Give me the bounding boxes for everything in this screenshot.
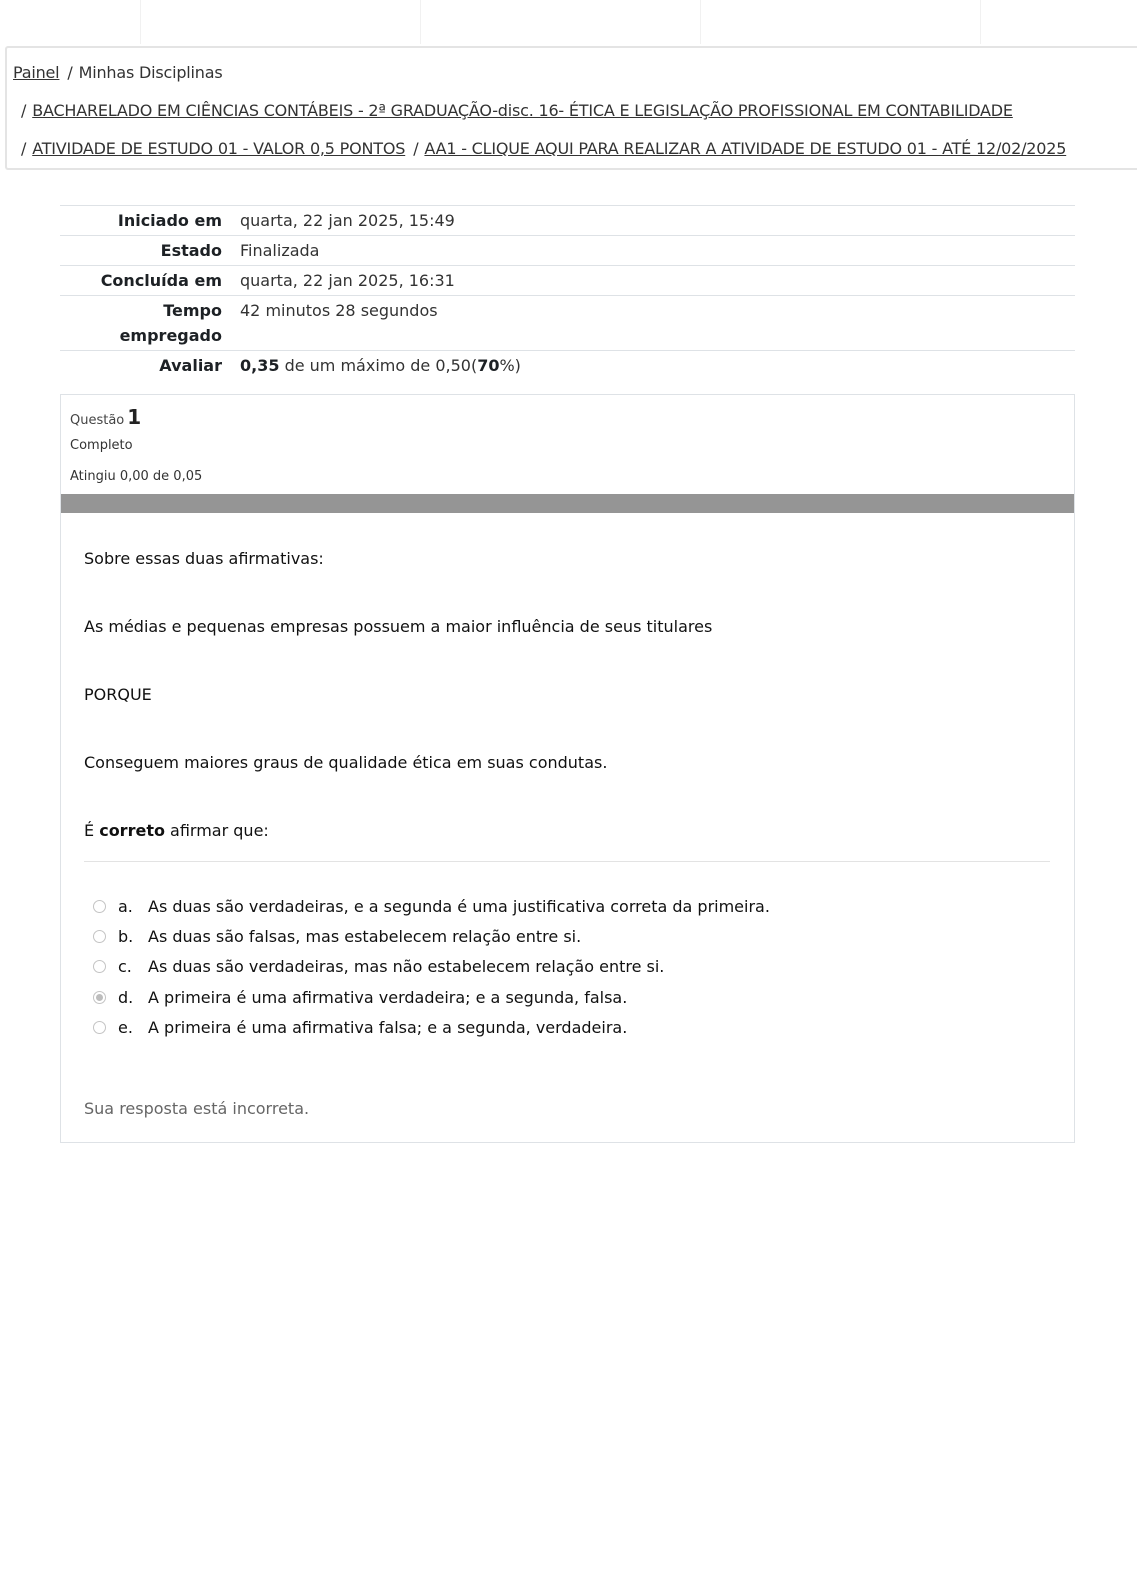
time-label-line-2: empregado xyxy=(119,326,222,345)
time-value: 42 minutos 28 segundos xyxy=(240,301,438,320)
summary-row-time xyxy=(60,295,1075,350)
radio-icon[interactable] xyxy=(93,930,106,943)
option-letter: a. xyxy=(118,897,133,916)
attempt-summary xyxy=(60,205,1075,380)
breadcrumb-separator: / xyxy=(21,139,27,158)
question-text-line: As médias e pequenas empresas possuem a maior influência de seus titulares xyxy=(84,617,713,636)
top-divider xyxy=(140,0,141,44)
grade-percent-end: %) xyxy=(499,356,521,375)
breadcrumb-separator: / xyxy=(21,101,27,120)
prompt-bold: correto xyxy=(99,821,165,840)
option-text: A primeira é uma afirmativa falsa; e a segunda, verdadeira. xyxy=(148,1018,628,1037)
grade-max-text: de um máximo de 0,50( xyxy=(279,356,478,375)
top-divider xyxy=(700,0,701,44)
question-prompt xyxy=(84,821,269,840)
option-letter: d. xyxy=(118,988,134,1007)
prompt-post: afirmar que: xyxy=(164,821,269,840)
answer-option-d[interactable] xyxy=(93,988,627,1007)
option-text: As duas são falsas, mas estabelecem relação entre si. xyxy=(148,927,582,946)
option-letter: c. xyxy=(118,957,132,976)
question-divider xyxy=(84,861,1050,862)
answer-option-a[interactable] xyxy=(93,897,770,916)
prompt-pre: É xyxy=(84,821,100,840)
breadcrumb-activity-link[interactable]: AA1 - CLIQUE AQUI PARA REALIZAR A ATIVIDADE DE ESTUDO 01 - ATÉ 12/02/2025 xyxy=(424,139,1067,158)
breadcrumb-line-2 xyxy=(21,101,1013,120)
option-text: A primeira é uma afirmativa verdadeira; e a segunda, falsa. xyxy=(148,988,628,1007)
top-divider xyxy=(980,0,981,44)
started-value: quarta, 22 jan 2025, 15:49 xyxy=(240,211,455,230)
time-label xyxy=(60,296,240,350)
completed-label: Concluída em xyxy=(100,271,222,290)
summary-row-grade xyxy=(60,350,1075,380)
state-value: Finalizada xyxy=(240,241,320,260)
breadcrumb-line-3 xyxy=(21,139,1066,158)
grade-score: 0,35 xyxy=(240,356,280,375)
summary-row-state xyxy=(60,235,1075,265)
breadcrumb-course-link[interactable]: BACHARELADO EM CIÊNCIAS CONTÁBEIS - 2ª GRADUAÇÃO-disc. 16- ÉTICA E LEGISLAÇÃO PROFISSIONAL EM CONTABILIDADE xyxy=(32,101,1013,120)
question-header-bar xyxy=(61,494,1074,513)
summary-row-completed xyxy=(60,265,1075,295)
breadcrumb-home-link[interactable]: Painel xyxy=(13,63,60,82)
option-letter: b. xyxy=(118,927,134,946)
question-state: Completo xyxy=(70,438,133,453)
question-text-line: Conseguem maiores graus de qualidade ética em suas condutas. xyxy=(84,753,608,772)
breadcrumb-line-1 xyxy=(13,63,222,82)
completed-value: quarta, 22 jan 2025, 16:31 xyxy=(240,271,455,290)
state-label: Estado xyxy=(160,241,222,260)
answer-feedback: Sua resposta está incorreta. xyxy=(84,1099,310,1118)
radio-icon[interactable] xyxy=(93,1021,106,1034)
question-number-value: 1 xyxy=(127,405,142,429)
top-divider xyxy=(420,0,421,44)
question-card xyxy=(60,394,1075,1143)
breadcrumb xyxy=(5,46,1137,170)
started-label: Iniciado em xyxy=(117,211,222,230)
top-strip xyxy=(0,0,1137,46)
breadcrumb-separator: / xyxy=(67,63,73,82)
summary-row-started xyxy=(60,205,1075,235)
answer-option-e[interactable] xyxy=(93,1018,627,1037)
breadcrumb-separator: / xyxy=(413,139,419,158)
radio-icon[interactable] xyxy=(93,900,106,913)
question-text-line: Sobre essas duas afirmativas: xyxy=(84,549,324,568)
grade-label: Avaliar xyxy=(159,356,222,375)
answer-option-b[interactable] xyxy=(93,927,581,946)
grade-value xyxy=(240,351,521,380)
option-text: As duas são verdadeiras, e a segunda é uma justificativa correta da primeira. xyxy=(148,897,770,916)
question-number xyxy=(70,405,141,429)
grade-percent: 70 xyxy=(477,356,500,375)
answer-option-c[interactable] xyxy=(93,957,664,976)
question-grade: Atingiu 0,00 de 0,05 xyxy=(70,469,203,484)
breadcrumb-section-link[interactable]: ATIVIDADE DE ESTUDO 01 - VALOR 0,5 PONTOS xyxy=(32,139,406,158)
time-label-line-1: Tempo xyxy=(163,301,222,320)
breadcrumb-courses: Minhas Disciplinas xyxy=(78,63,223,82)
option-letter: e. xyxy=(118,1018,133,1037)
radio-checked-icon[interactable] xyxy=(93,991,106,1004)
radio-icon[interactable] xyxy=(93,960,106,973)
question-text-line: PORQUE xyxy=(84,685,152,704)
option-text: As duas são verdadeiras, mas não estabelecem relação entre si. xyxy=(148,957,665,976)
question-number-label: Questão xyxy=(70,413,125,428)
